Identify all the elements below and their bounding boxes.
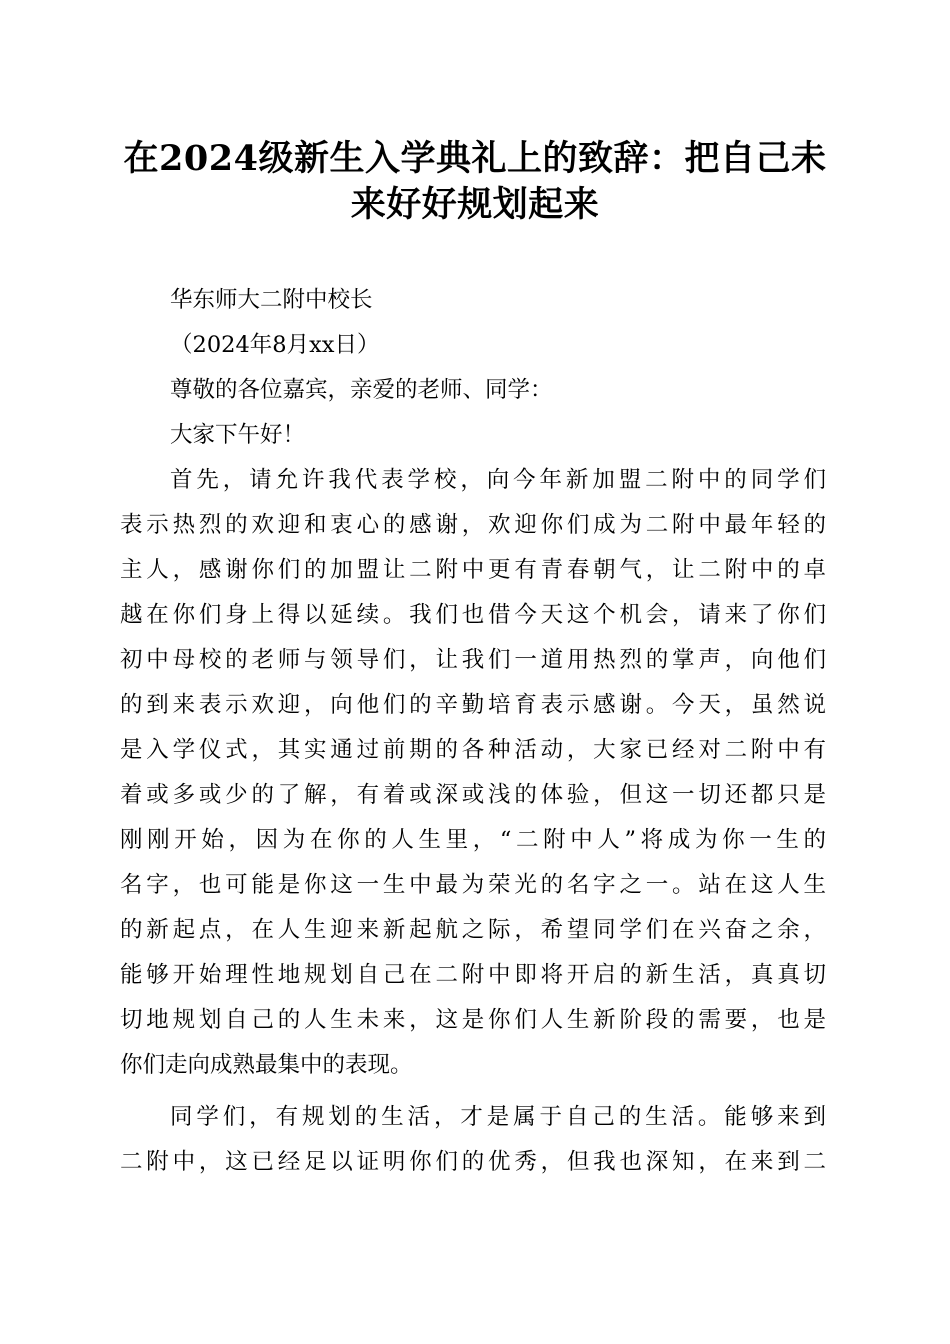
document-body: [120, 278, 826, 1185]
paragraph-gap: [120, 1088, 826, 1095]
paragraph-line: 首先，请允许我代表学校，向今年新加盟二附中的同学们: [170, 467, 826, 493]
paragraph-line: 的到来表示欢迎，向他们的辛勤培育表示感谢。今天，虽然说: [120, 692, 826, 718]
paragraph-line: 名字，也可能是你这一生中最为荣光的名字之一。站在这人生: [120, 872, 826, 898]
salutation-line: 尊敬的各位嘉宾，亲爱的老师、同学：: [170, 377, 553, 403]
paragraph-line: 主人，感谢你们的加盟让二附中更有青春朝气，让二附中的卓: [120, 557, 826, 583]
author-line: 华东师大二附中校长: [170, 287, 373, 313]
paragraph-line: 初中母校的老师与领导们，让我们一道用热烈的掌声，向他们: [120, 647, 826, 673]
document-title: [110, 136, 840, 228]
paragraph-1: [120, 458, 826, 1088]
paragraph-line: 能够开始理性地规划自己在二附中即将开启的新生活，真真切: [120, 962, 826, 988]
title-line-1: 在2024级新生入学典礼上的致辞：把自己未: [123, 138, 827, 179]
paragraph-2: [120, 1095, 826, 1185]
greeting-line: 大家下午好！: [170, 422, 306, 448]
paragraph-line: 着或多或少的了解，有着或深或浅的体验，但这一切还都只是: [120, 782, 826, 808]
paragraph-line: 同学们，有规划的生活，才是属于自己的生活。能够来到: [170, 1104, 826, 1130]
paragraph-line: 表示热烈的欢迎和衷心的感谢，欢迎你们成为二附中最年轻的: [120, 512, 826, 538]
paragraph-line: 二附中，这已经足以证明你们的优秀，但我也深知，在来到二: [120, 1149, 826, 1175]
date-line: （2024年8月xx日）: [170, 332, 380, 358]
paragraph-line: 切地规划自己的人生未来，这是你们人生新阶段的需要，也是: [120, 1007, 826, 1033]
title-line-2: 来好好规划起来: [350, 184, 600, 225]
paragraph-line: 刚刚开始，因为在你的人生里，“二附中人”将成为你一生的: [120, 827, 826, 853]
paragraph-line: 越在你们身上得以延续。我们也借今天这个机会，请来了你们: [120, 602, 826, 628]
paragraph-line: 是入学仪式，其实通过前期的各种活动，大家已经对二附中有: [120, 737, 826, 763]
paragraph-line: 你们走向成熟最集中的表现。: [120, 1052, 413, 1078]
paragraph-line: 的新起点，在人生迎来新起航之际，希望同学们在兴奋之余，: [120, 917, 826, 943]
